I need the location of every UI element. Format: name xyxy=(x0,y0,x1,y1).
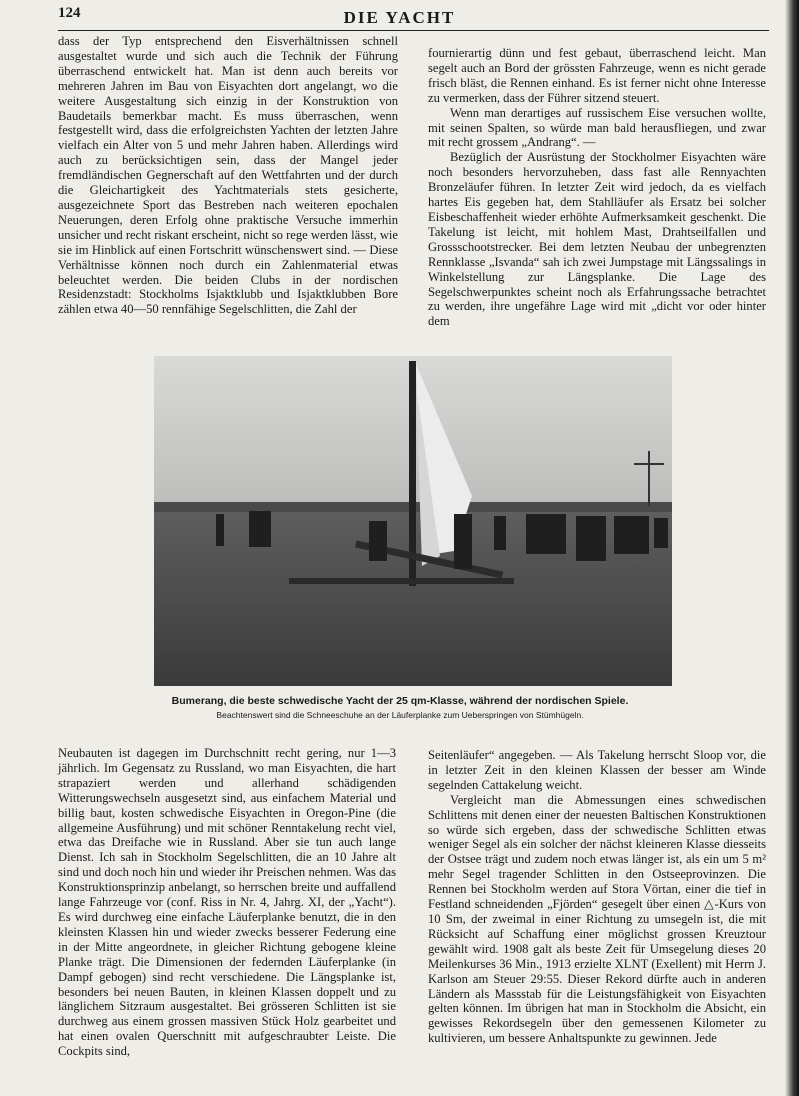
page-number: 124 xyxy=(58,5,81,21)
figure-caption: Bumerang, die beste schwedische Yacht der 25 qm-Klasse, während der nordischen Spiele. xyxy=(171,695,629,707)
paragraph: Seitenläufer“ angegeben. — Als Takelung herrscht Sloop vor, die in letzter Zeit in den kleinen Klassen der besser am Winde segelnden Cattakelung weicht. xyxy=(428,748,766,792)
paragraph: Wenn man derartiges auf russischem Eise versuchen wollte, mit seinen Spalten, so würde man bald herausfliegen, und zwar mit recht grossem „Andrang“. — xyxy=(428,105,766,150)
column-bottom-left xyxy=(58,746,396,1059)
column-bottom-right xyxy=(428,748,766,1046)
figure-note: Beachtenswert sind die Schneeschuhe an der Läuferplanke zum Ueberspringen von Stümhügeln. xyxy=(216,710,584,720)
page-binding-shadow xyxy=(785,0,799,1096)
paragraph: Vergleicht man die Abmessungen eines schwedischen Schlittens mit denen einer der neuesten Baltischen Konstruktionen so würde sich ergeben, dass der schwedische Schlitten etwas weniger Segel als ein solcher der nächst kleineren Klasse diesseits der Ostsee trägt und zudem noch etwas länger ist, als ein um 5 m² mehr Segel tragender Schlitten in den Ostseeprovinzen. Die Rennen bei Stockholm werden auf Stora Vörtan, einer die tief in Festland schneidenden „Fjörden“ gesegelt über einen △-Kurs von 10 Sm, der zweimal in einer Richtung zu umsegeln ist, die mit Rücksicht auf Schaffung einer möglichst grossen Kreuztour gewählt wird. 1908 galt als beste Zeit für Umsegelung dieses 20 Meilenkurses 36 Min., 1913 erzielte XLNT (Exellent) mit Herrn J. Karlson am Steuer 29:55. Dieser Rekord dürfte auch in anderen Ländern als Massstab für die Leistungsfähigkeit von Eisyachten gelten können. Im übrigen hat man in Stockholm die Absicht, ein gewisses Rekordsegeln über den gemessenen Kilometer zu kultivieren, um bessere Anhaltspunkte zu gewinnen. Jede xyxy=(428,792,766,1046)
paragraph: fournierartig dünn und fest gebaut, überraschend leicht. Man segelt auch an Bord der grössten Fahrzeuge, wenn es nicht gerade frisch bläst, die Rennen einhand. Es ist ferner nicht ohne Interesse zu vermerken, dass der Führer sitzend steuert. xyxy=(428,46,766,105)
paragraph: dass der Typ entsprechend den Eisverhältnissen schnell ausgestaltet wurde und sich auch die Technik der Führung überraschend entwickelt hat. Man ist denn auch bereits vor mehreren Jahren im Bau von Eisyachten dort angelangt, wo die weitere Ausgestaltung sich einzig in der Konstruktion von Baudetails bemerkbar macht. Es muss überraschen, wenn festgestellt wird, dass die erfolgreichsten Yachten der letzten Jahre vielfach ein Alter von 5 und mehr Jahren haben. Allerdings wird auch zu berücksichtigen sein, dass der Mangel jeder fremdländischen Gegnerschaft auf den Wettfahrten und der durch die Gleichartigkeit des Yachtmaterials stets gesicherte, ausgezeichnete Sport das Bestreben nach weiteren epochalen Neuerungen, deren Erfolg ohne praktische Versuche immerhin unsicher und recht riskant erscheint, nicht so rege werden lässt, wie sie im Hinblick auf einen Fortschritt wünschenswert sind. — Diese Verhältnisse können noch durch ein Zahlenmaterial etwas beleuchtet werden. Die beiden Clubs in der nordischen Residenzstadt: Stockholms Isjaktklubb und Isjaktklubben Bore zählen etwa 40—50 rennfähige Segelschlitten, die Zahl der xyxy=(58,34,398,317)
paragraph: Bezüglich der Ausrüstung der Stockholmer Eisyachten wäre noch besonders hervorzuheben, dass fast alle Rennyachten Bronzeläufer führen. In letzter Zeit wird jedoch, da es vielfach hartes Eis gegeben hat, dem Stahlläufer als Ersatz bei solcher Eisbeschaffenheit wieder erhöhte Aufmerksamkeit geschenkt. Die Takelung ist leicht, mit hohlem Mast, Drahtseilfallen und Grossschootstrecker. Bei dem letzten Neubau der unbegrenzten Rennklasse „Isvanda“ sah ich zwei Jumpstage mit Längssalings in Winkelstellung zur Längsplanke. Die Lage des Segelschwerpunktes scheint noch als Erfahrungssache betrachtet zu werden, ihre ungefähre Lage wird mit „dicht vor oder hinter dem xyxy=(428,150,766,329)
column-top-right xyxy=(428,46,766,329)
running-title: DIE YACHT xyxy=(343,8,456,27)
header-rule xyxy=(58,30,769,31)
paragraph: Neubauten ist dagegen im Durchschnitt recht gering, nur 1—3 jährlich. Im Gegensatz zu Russland, wo man Eisyachten, die hart strapaziert werden und allerhand schädigenden Witterungswechseln ausgesetzt sind, aus einfachem Material und billig baut, kosten schwedische Eisyachten in Oregon-Pine (die allgemeine Ausführung) und mit schöner Renntakelung recht viel, etwa das Dreifache wie in Russland. Aber sie tun auch lange Dienst. Ich sah in Stockholm Segelschlitten, die an 10 Jahre alt sind und doch noch hin und wieder ihr Preischen nehmen. Was das Konstruktionsprinzip anbelangt, so herrschen breite und auffallend lange Fahrzeuge vor (conf. Riss in Nr. 4, Jahrg. XI, der „Yacht“). Es wird durchweg eine einfache Läuferplanke benutzt, die in den kleinsten Klassen hin und wieder zwecks besserer Federung eine in der Mitte angeordnete, in gleicher Richtung gebogene kleine Planke trägt. Die Dimensionen der federnden Läuferplanke (in Dampf gebogen) sind recht verschiedene. Die Längsplanke ist, besonders bei neuen Bauten, in kleinen Klassen doppelt und zu länglichem Sitzraum ausgestaltet. Bei grösseren Schlitten ist sie durchweg aus einem grossen massiven Stück Holz gearbeitet und hat einen ovalen Querschnitt mit aufgeschraubter Leiste. Die Cockpits sind, xyxy=(58,746,396,1059)
ice-yacht-photo xyxy=(154,356,672,686)
column-top-left xyxy=(58,34,398,317)
